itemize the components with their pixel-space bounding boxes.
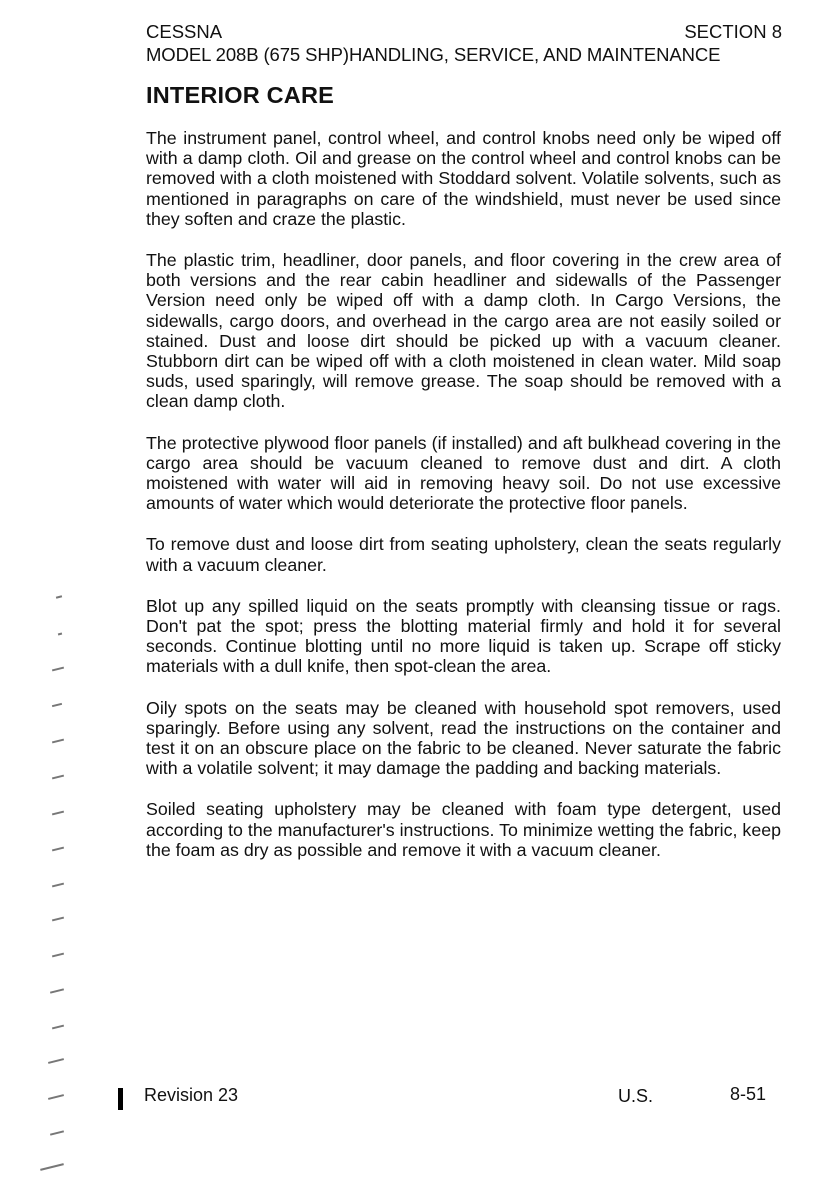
margin-mark — [52, 811, 64, 816]
model-line: MODEL 208B (675 SHP)HANDLING, SERVICE, AND MAINTENANCE — [146, 44, 721, 65]
section-label: SECTION 8 — [684, 21, 782, 42]
margin-mark — [52, 953, 64, 958]
header-top-row — [146, 20, 782, 43]
revision-label: Revision 23 — [144, 1085, 239, 1105]
paragraph: The protective plywood floor panels (if installed) and aft bulkhead covering in the cargo area should be vacuum cleaned to remove dust and dirt. A cloth moistened with water will aid in removing heavy soil. Do not use excessive amounts of water which would deteriorate the protective floor panels. — [146, 432, 781, 514]
paragraph: The instrument panel, control wheel, and control knobs need only be wiped off with a damp cloth. Oil and grease on the control wheel and control knobs can be removed with a cloth moistened with Stoddard solvent. Volatile solvents, such as mentioned in paragraphs on care of the windshield, must never be used since they soften and craze the plastic. — [146, 128, 781, 229]
paragraph: To remove dust and loose dirt from seating upholstery, clean the seats regularly with a vacuum cleaner. — [146, 534, 781, 575]
margin-mark — [52, 739, 64, 744]
page-header — [146, 20, 782, 66]
paragraph: Soiled seating upholstery may be cleaned with foam type detergent, used according to the manufacturer's instructions. To minimize wetting the fabric, keep the foam as dry as possible and remove it with a vacuum cleaner. — [146, 799, 781, 860]
margin-mark — [52, 1025, 64, 1030]
page-footer — [0, 1084, 840, 1110]
revision-change-bar — [118, 1088, 123, 1110]
margin-mark — [52, 883, 64, 888]
margin-mark — [52, 917, 64, 922]
margin-mark — [50, 988, 64, 993]
paragraph: Blot up any spilled liquid on the seats promptly with cleansing tissue or rags. Don't pat the spot; press the blotting material firmly and hold it for several seconds. Continue blotting until no more liquid is taken up. Scrape off sticky materials with a dull knife, then spot-clean the area. — [146, 595, 781, 677]
margin-mark — [50, 1130, 64, 1135]
section-title: INTERIOR CARE — [146, 82, 334, 108]
margin-mark — [48, 1058, 64, 1064]
margin-mark — [56, 595, 62, 598]
region-label: U.S. — [618, 1086, 654, 1106]
margin-mark — [52, 667, 64, 672]
page-number: 8-51 — [730, 1084, 767, 1104]
manufacturer-label: CESSNA — [146, 21, 223, 42]
margin-mark — [52, 847, 64, 852]
margin-mark — [52, 775, 64, 780]
binding-margin-marks — [0, 0, 100, 1187]
paragraph: The plastic trim, headliner, door panels, and floor covering in the crew area of both versions and the rear cabin headliner and sidewalls of the Passenger Version need only be wiped off with a damp cloth. In Cargo Versions, the sidewalls, cargo doors, and overhead in the cargo area are not easily soiled or stained. Dust and loose dirt should be picked up with a vacuum cleaner. Stubborn dirt can be wiped off with a cloth moistened in clean water. Mild soap suds, used sparingly, will remove grease. The soap should be removed with a clean damp cloth. — [146, 250, 781, 412]
margin-mark — [58, 633, 62, 636]
margin-mark — [48, 1094, 64, 1100]
margin-mark — [40, 1163, 64, 1171]
paragraph: Oily spots on the seats may be cleaned with household spot removers, used sparingly. Before using any solvent, read the instructions on the container and test it on an obscure place on the fabric to be cleaned. Never saturate the fabric with a volatile solvent; it may damage the padding and backing materials. — [146, 697, 781, 779]
body-text — [146, 128, 781, 881]
margin-mark — [52, 703, 62, 707]
